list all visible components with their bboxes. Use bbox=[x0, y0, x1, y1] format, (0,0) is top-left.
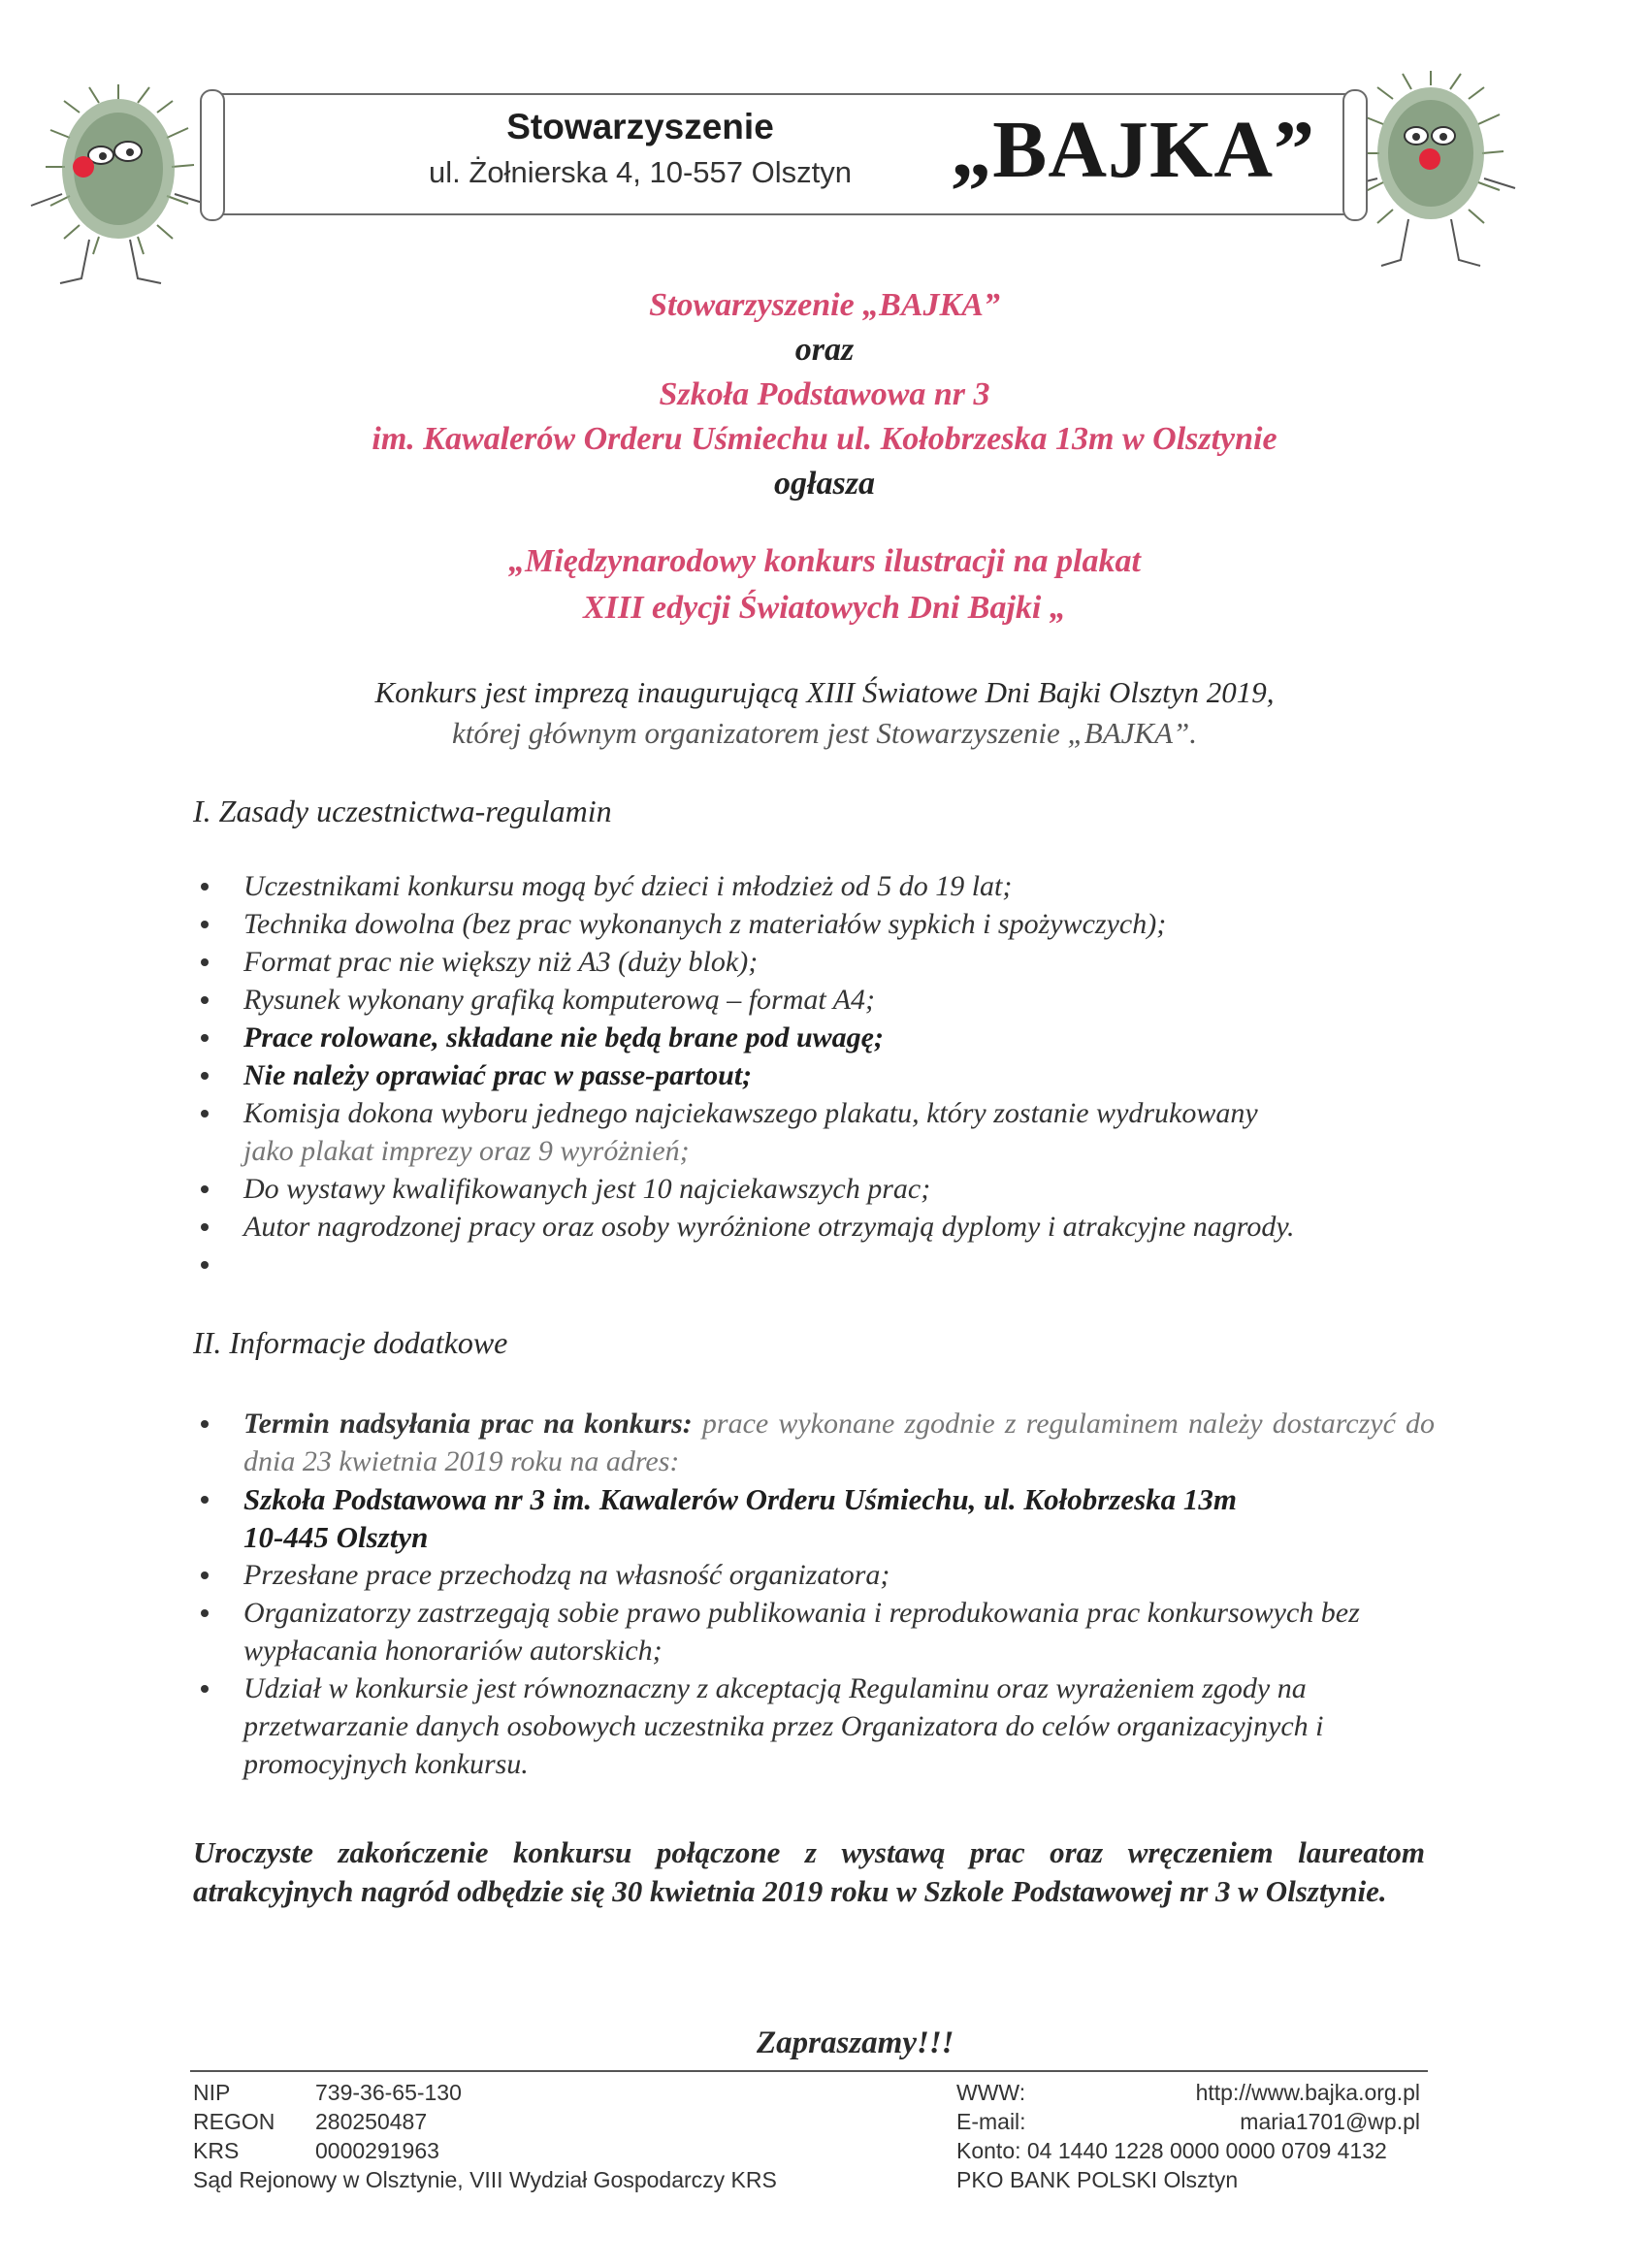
list-item: Organizatorzy zastrzegają sobie prawo publikowania i reprodukowania prac konkursowych bez wypłacania honorariów autorskich; bbox=[193, 1594, 1435, 1669]
list-item: Autor nagrodzonej pracy oraz osoby wyróżnione otrzymają dyplomy i atrakcyjne nagrody. bbox=[193, 1208, 1435, 1246]
intro-line-1: Konkurs jest imprezą inaugurującą XIII Światowe Dni Bajki Olsztyn 2019, bbox=[374, 675, 1275, 709]
deadline-label: Termin nadsyłania prac na konkurs: bbox=[243, 1408, 693, 1440]
nip-value: 739-36-65-130 bbox=[315, 2080, 462, 2105]
bajka-logo-text: „BAJKA” bbox=[951, 105, 1315, 195]
footer-registration: NIP 739-36-65-130 REGON 280250487 KRS 0000291963 Sąd Rejonowy w Olsztynie, VIII Wydział Gospodarczy KRS bbox=[193, 2080, 777, 2192]
school-address-line-1: Szkoła Podstawowa nr 3 im. Kawalerów Orderu Uśmiechu, ul. Kołobrzeska 13m bbox=[243, 1482, 1238, 1516]
scroll-curl-right bbox=[1342, 89, 1368, 221]
list-item: Komisja dokona wyboru jednego najciekawszego plakatu, który zostanie wydrukowany jako plakat imprezy oraz 9 wyróżnień; bbox=[193, 1094, 1435, 1170]
list-item: Nie należy oprawiać prac w passe-partout; bbox=[193, 1056, 1435, 1094]
contest-title-line-1: „Międzynarodowy konkurs ilustracji na plakat bbox=[508, 543, 1141, 579]
regon-value: 280250487 bbox=[315, 2109, 428, 2134]
section-1-list bbox=[193, 867, 1435, 1283]
list-item bbox=[193, 1405, 1435, 1480]
list-item: Uczestnikami konkursu mogą być dzieci i młodzież od 5 do 19 lat; bbox=[193, 867, 1435, 905]
bank-account: Konto: 04 1440 1228 0000 0000 0709 4132 bbox=[956, 2138, 1387, 2163]
announcement-line-1: Stowarzyszenie „BAJKA” bbox=[649, 287, 1000, 323]
invitation-text: Zapraszamy!!! bbox=[757, 2025, 954, 2060]
announcement-line-3: Szkoła Podstawowa nr 3 bbox=[659, 376, 990, 412]
org-address: ul. Żołnierska 4, 10-557 Olsztyn bbox=[429, 155, 852, 189]
list-item: Prace rolowane, składane nie będą brane pod uwagę; bbox=[193, 1019, 1435, 1056]
website-link[interactable]: http://www.bajka.org.pl bbox=[1195, 2080, 1420, 2105]
closing-paragraph: Uroczyste zakończenie konkursu połączone z wystawą prac oraz wręczeniem laureatom atrakcyjnych nagród odbędzie się 30 kwietnia 2019 roku w Szkole Podstawowej nr 3 w Olsztynie. bbox=[193, 1835, 1425, 1908]
list-item: Przesłane prace przechodzą na własność organizatora; bbox=[193, 1556, 1435, 1594]
list-item: Technika dowolna (bez prac wykonanych z materiałów sypkich i spożywczych); bbox=[193, 905, 1435, 943]
list-item: Do wystawy kwalifikowanych jest 10 najciekawszych prac; bbox=[193, 1170, 1435, 1208]
list-item-empty bbox=[193, 1246, 1435, 1283]
section-1-heading: I. Zasady uczestnictwa-regulamin bbox=[193, 794, 612, 828]
footer-divider bbox=[190, 2070, 1428, 2072]
court-info: Sąd Rejonowy w Olsztynie, VIII Wydział Gospodarczy KRS bbox=[193, 2167, 777, 2192]
org-name: Stowarzyszenie bbox=[506, 107, 774, 146]
krs-value: 0000291963 bbox=[315, 2138, 439, 2163]
header-scroll-banner bbox=[211, 93, 1356, 215]
footer-contact: WWW: http://www.bajka.org.pl E-mail: maria1701@wp.pl Konto: 04 1440 1228 0000 0000 0709 4132 PKO BANK POLSKI Olsztyn bbox=[956, 2080, 1420, 2192]
list-item bbox=[193, 1480, 1435, 1556]
list-item: Format prac nie większy niż A3 (duży blok); bbox=[193, 943, 1435, 981]
section-2-list bbox=[193, 1405, 1435, 1783]
announcement-line-4: im. Kawalerów Orderu Uśmiechu ul. Kołobrzeska 13m w Olsztynie bbox=[372, 421, 1277, 457]
announcement-line-2: oraz bbox=[794, 332, 855, 368]
contest-title-line-2: XIII edycji Światowych Dni Bajki „ bbox=[583, 590, 1066, 626]
announcement-line-5: ogłasza bbox=[774, 466, 875, 502]
hedgehog-mascot-left-icon bbox=[21, 80, 215, 303]
deadline-text: prace wykonane zgodnie z regulaminem należy dostarczyć do dnia 23 kwietnia 2019 roku na adres: bbox=[243, 1408, 1436, 1477]
section-2-heading: II. Informacje dodatkowe bbox=[193, 1325, 508, 1360]
list-item: Udział w konkursie jest równoznaczny z akceptacją Regulaminu oraz wyrażeniem zgody na przetwarzanie danych osobowych uczestnika przez Organizatora do celów organizacyjnych i promocyjnych konkursu. bbox=[193, 1669, 1435, 1783]
scroll-curl-left bbox=[200, 89, 225, 221]
bank-name: PKO BANK POLSKI Olsztyn bbox=[956, 2167, 1239, 2192]
school-address-line-2: 10-445 Olsztyn bbox=[243, 1520, 429, 1554]
intro-line-2: której głównym organizatorem jest Stowarzyszenie „BAJKA”. bbox=[451, 716, 1198, 750]
list-item: Rysunek wykonany grafiką komputerową – format A4; bbox=[193, 981, 1435, 1019]
email-link[interactable]: maria1701@wp.pl bbox=[1240, 2109, 1420, 2134]
